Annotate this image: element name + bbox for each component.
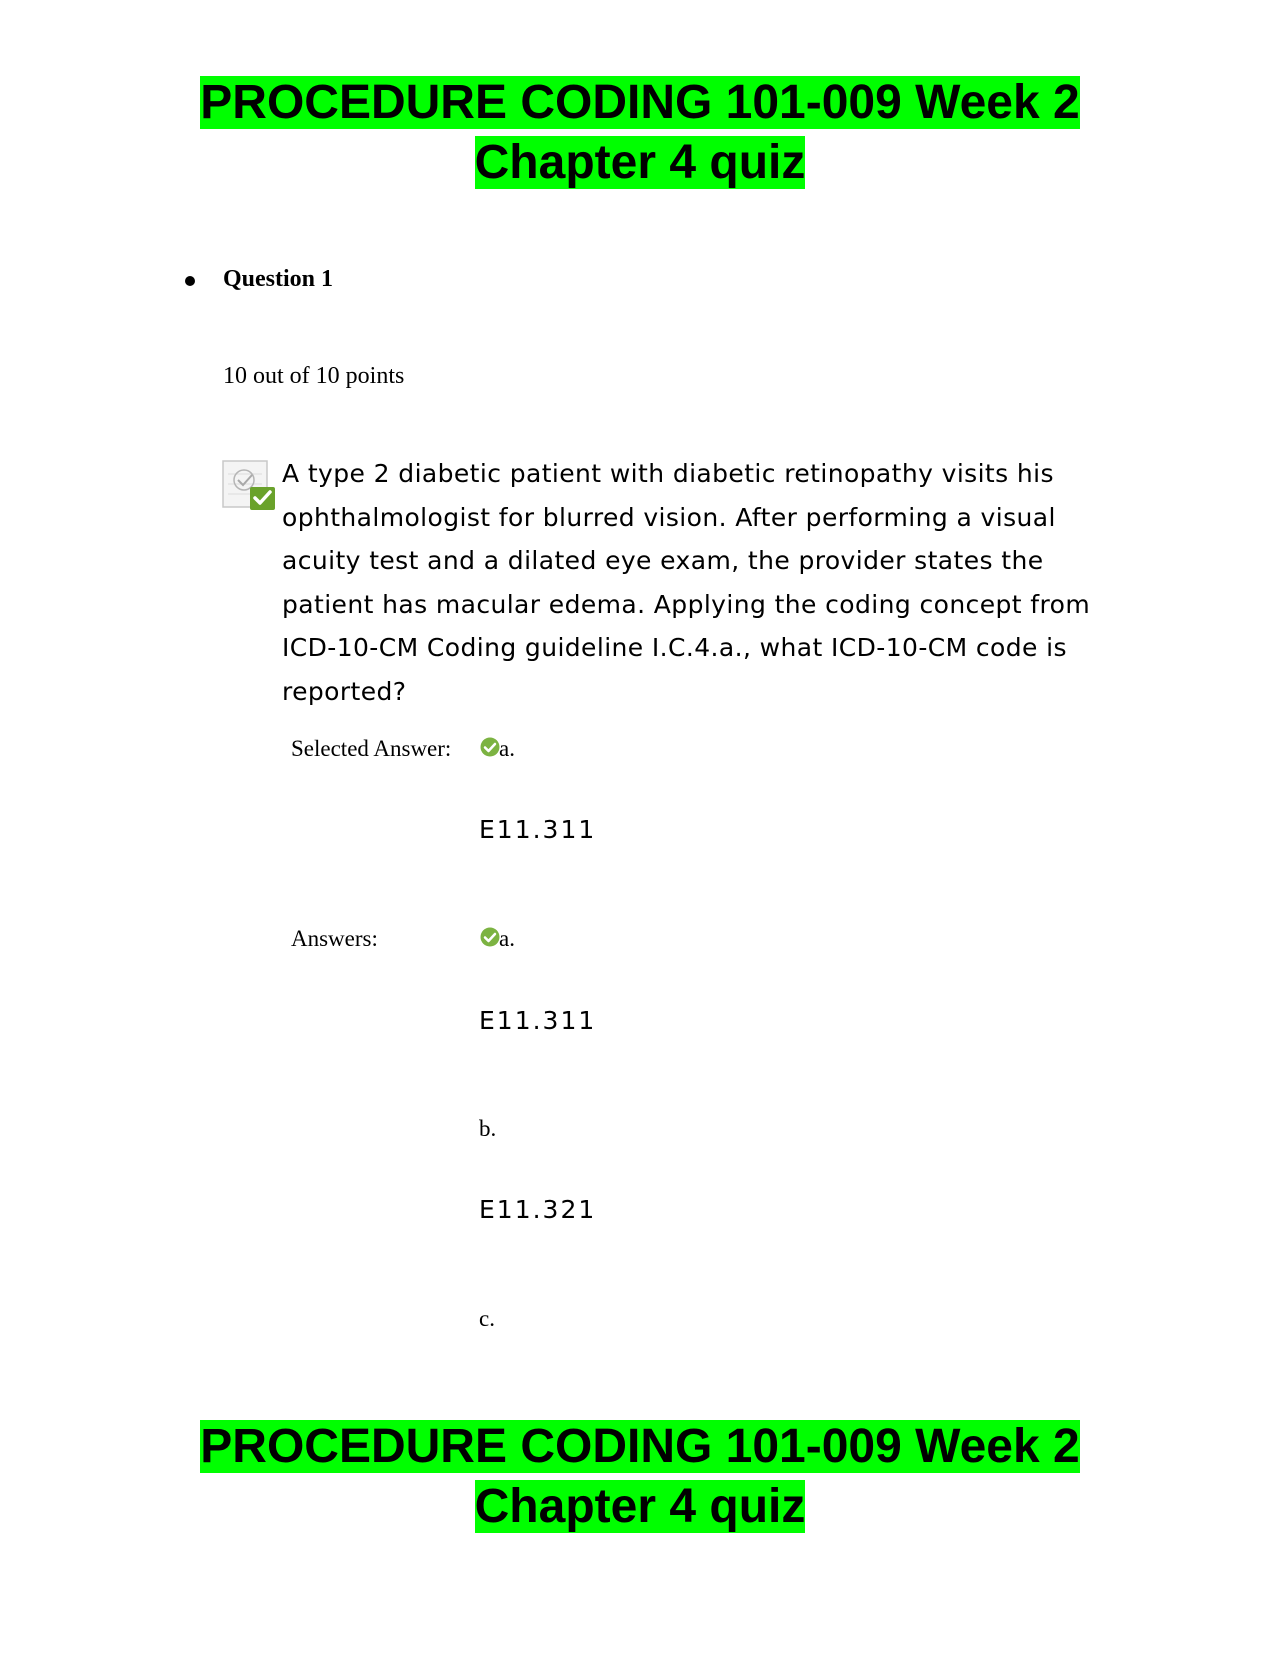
answer-option-letter: c. — [479, 1306, 495, 1331]
correct-check-icon — [222, 460, 278, 514]
answer-option-code: E11.321 — [479, 1195, 597, 1224]
selected-answer-letter: a. — [499, 736, 515, 761]
page-title-top — [0, 73, 1280, 193]
answer-option-letter: b. — [479, 1116, 497, 1141]
question-label: Question 1 — [223, 266, 334, 292]
title-line1: PROCEDURE CODING 101-009 Week 2 — [200, 1420, 1080, 1473]
question-points: 10 out of 10 points — [223, 363, 405, 389]
correct-answer-icon — [480, 927, 500, 947]
page-title-bottom — [0, 1417, 1280, 1537]
answer-option-code: E11.311 — [479, 1006, 597, 1035]
title-line1: PROCEDURE CODING 101-009 Week 2 — [200, 76, 1080, 129]
title-line2: Chapter 4 quiz — [474, 136, 806, 189]
selected-answer-label: Selected Answer: — [291, 736, 452, 761]
selected-answer-code: E11.311 — [479, 815, 597, 844]
list-bullet — [185, 276, 195, 286]
answer-option-letter: a. — [499, 926, 515, 951]
correct-answer-icon — [480, 737, 500, 757]
answers-label: Answers: — [291, 926, 378, 951]
title-line2: Chapter 4 quiz — [474, 1480, 806, 1533]
question-text: A type 2 diabetic patient with diabetic retinopathy visits his ophthalmologist for blurred vision. After performing a visual acuity test and a dilated eye exam, the provider states the patient has macular edema. Applying the coding concept from ICD-10-CM Coding guideline I.C.4.a., what ICD-10-CM code is reported? — [282, 459, 1091, 706]
